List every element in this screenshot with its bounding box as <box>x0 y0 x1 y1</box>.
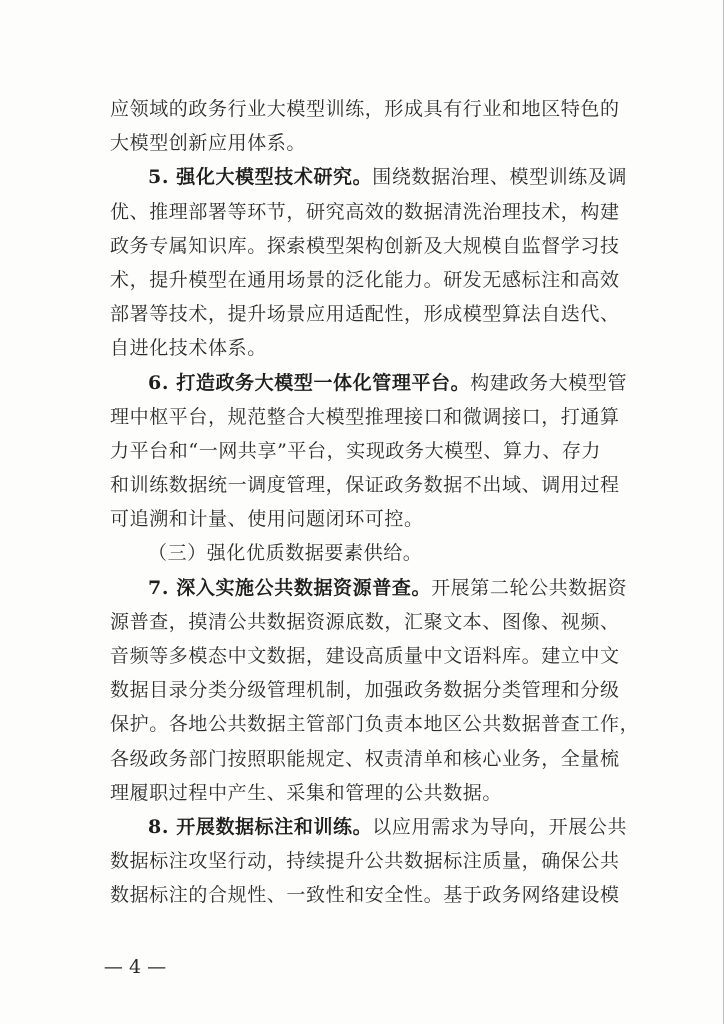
text-line: 政务专属知识库。探索模型架构创新及大规模自监督学习技 <box>110 234 620 257</box>
text-line: 术，提升模型在通用场景的泛化能力。研发无感标注和高效 <box>110 268 620 291</box>
page-number: — 4 — <box>103 956 167 978</box>
text-line: 应领域的政务行业大模型训练，形成具有行业和地区特色的 <box>110 98 620 120</box>
text-line: 大模型创新应用体系。 <box>110 132 307 155</box>
document-body <box>110 92 640 913</box>
subsection-heading-3: （三）强化优质数据要素供给。 <box>148 542 423 565</box>
text-line: 优、推理部署等环节，研究高效的数据清洗治理技术，构建 <box>110 200 620 223</box>
section-6-heading: 6. 打造政务大模型一体化管理平台。 <box>148 371 471 394</box>
text-line: 部署等技术，提升场景应用适配性，形成模型算法自迭代、 <box>110 303 620 326</box>
text-line: 源普查，摸清公共数据资源底数，汇聚文本、图像、视频、 <box>110 610 620 633</box>
text-line: 自进化技术体系。 <box>110 337 267 360</box>
text-line: 理履职过程中产生、采集和管理的公共数据。 <box>110 781 503 804</box>
section-8-heading: 8. 开展数据标注和训练。 <box>148 815 373 838</box>
section-8-first-line: 8. 开展数据标注和训练。以应用需求为导向，开展公共 <box>148 815 628 838</box>
text-line: 理中枢平台，规范整合大模型推理接口和微调接口，打通算 <box>110 405 620 428</box>
text-line: 数据目录分类分级管理机制，加强政务数据分类管理和分级 <box>110 679 620 702</box>
section-5-first-line: 5. 强化大模型技术研究。围绕数据治理、模型训练及调 <box>148 166 628 189</box>
section-7-first-line: 7. 深入实施公共数据资源普查。开展第二轮公共数据资 <box>148 576 628 599</box>
section-7-heading: 7. 深入实施公共数据资源普查。 <box>148 576 432 599</box>
text-line: 可追溯和计量、使用问题闭环可控。 <box>110 508 424 531</box>
text-line: 和训练数据统一调度管理，保证政务数据不出域、调用过程 <box>110 474 620 497</box>
text-line: 数据标注的合规性、一致性和安全性。基于政务网络建设模 <box>110 884 620 907</box>
text-line: 音频等多模态中文数据，建设高质量中文语料库。建立中文 <box>110 645 620 667</box>
section-5-heading: 5. 强化大模型技术研究。 <box>148 166 373 189</box>
text-line: 保护。各地公共数据主管部门负责本地区公共数据普查工作， <box>110 713 640 736</box>
section-6-first-line: 6. 打造政务大模型一体化管理平台。构建政务大模型管 <box>148 371 628 394</box>
text-line: 各级政务部门按照职能规定、权责清单和核心业务，全量梳 <box>110 747 620 770</box>
text-line: 力平台和“一网共享”平台，实现政务大模型、算力、存力 <box>110 439 602 462</box>
text-line: 数据标注攻坚行动，持续提升公共数据标注质量，确保公共 <box>110 850 620 873</box>
